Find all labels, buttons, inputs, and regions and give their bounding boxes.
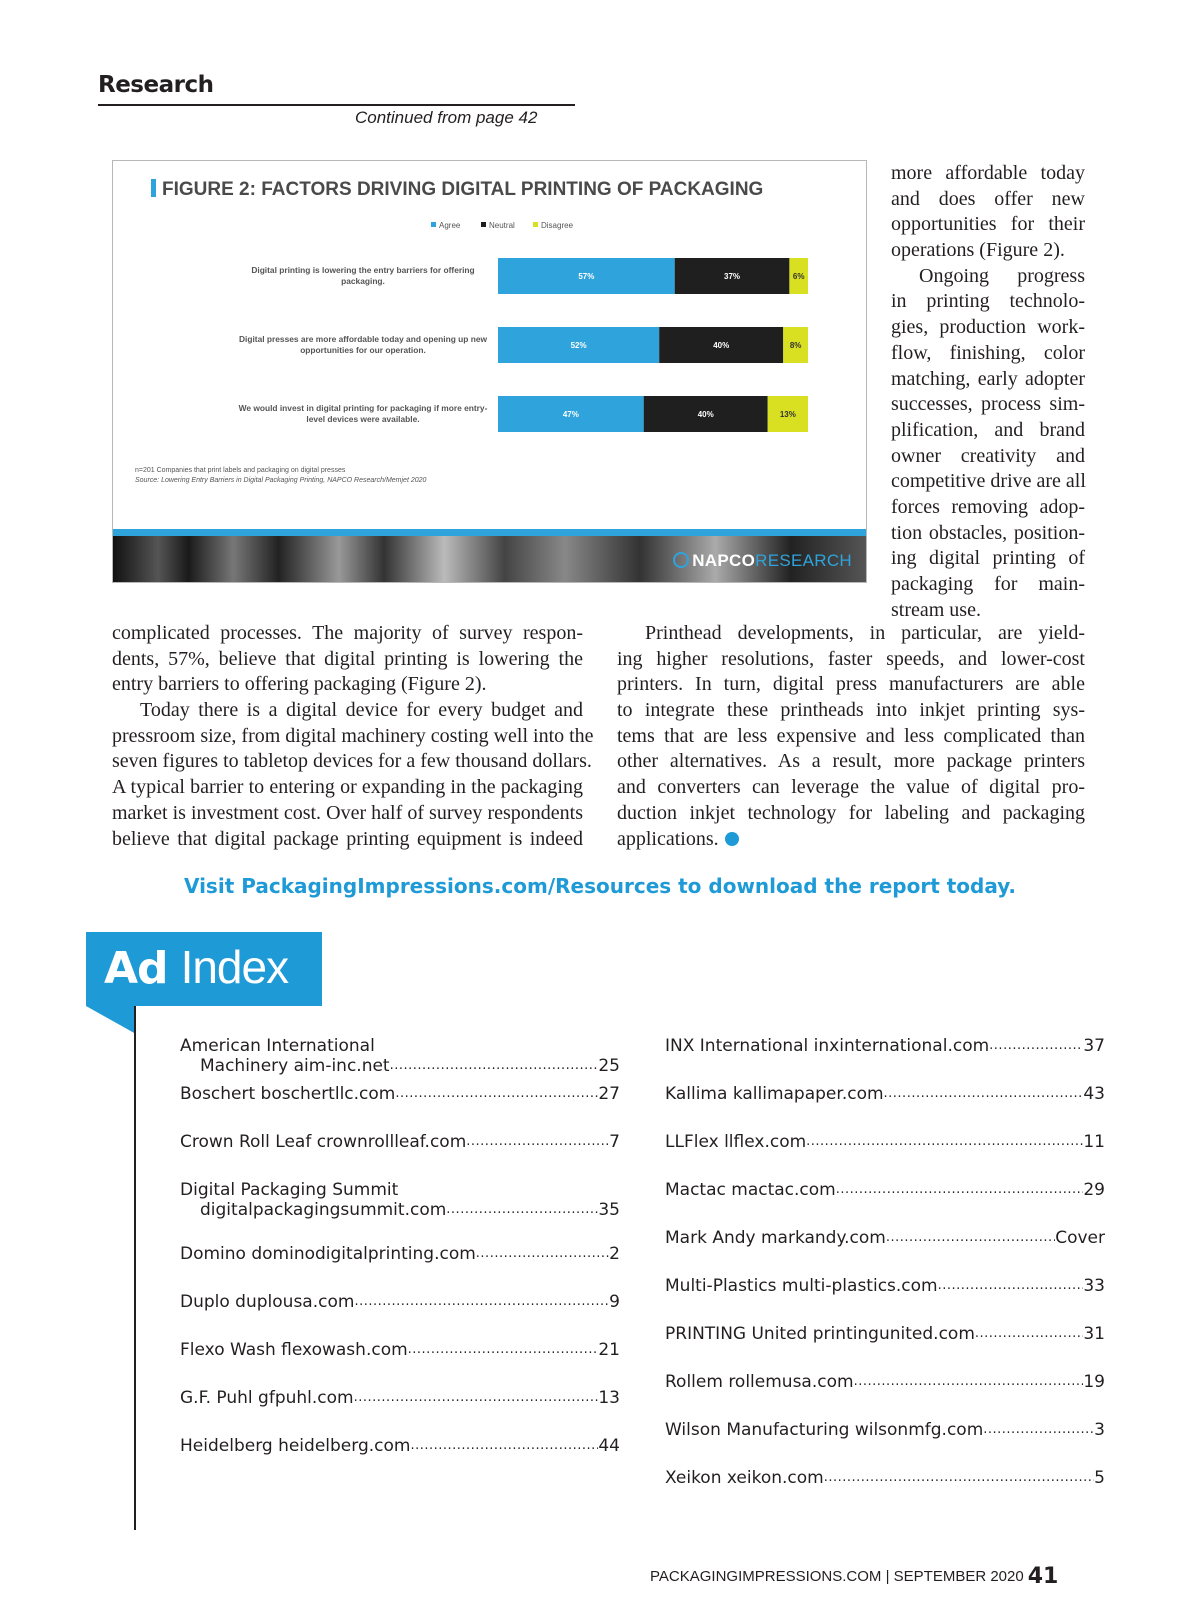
text-line: other alternatives. As a result, more package printers [617,750,1085,773]
napco-research-logo [673,551,852,571]
text-line: operations (Figure 2). [891,239,1065,262]
data-label: 13% [779,410,796,419]
advertiser-name: Digital Packaging Summit [180,1180,399,1200]
legend-label-neutral: Neutral [489,221,515,230]
leader-dots [446,1200,598,1220]
advertiser-name: Wilson Manufacturing wilsonmfg.com [665,1420,984,1440]
advertiser-name: Domino dominodigitalprinting.com [180,1244,476,1264]
text-line: complicated processes. The majority of survey respon- [112,622,583,644]
ad-index-entry [665,1468,1105,1488]
ad-index-entry [665,1372,1105,1392]
ad-index-left-list [180,1036,620,1506]
ad-index-entry [180,1388,620,1408]
leader-dots [938,1276,1084,1296]
ad-index-entry [665,1180,1105,1200]
advertiser-name: Kallima kallimapaper.com [665,1084,884,1104]
text-line: A typical barrier to entering or expanding in the packaging [112,776,583,799]
figure-note-source: Source: Lowering Entry Barriers in Digital Packaging Printing, NAPCO Research/Memjet 2020 [135,477,427,484]
ad-page: Cover [1055,1228,1105,1248]
text-line: tems that are less expensive and less complicated than [617,724,1085,747]
end-mark-icon [725,832,739,846]
advertiser-name: PRINTING United printingunited.com [665,1324,975,1344]
text-line: gies, production work- [891,316,1085,339]
advertiser-name: Multi-Plastics multi-plastics.com [665,1276,938,1296]
ad-page: 44 [598,1436,620,1456]
text-line: ing higher resolutions, faster speeds, and lower-cost [617,647,1085,670]
category-label: We would invest in digital printing for packaging if more entry- [238,403,488,413]
advertiser-name: Mark Andy markandy.com [665,1228,886,1248]
text-line: tion obstacles, position- [891,521,1085,544]
text-line: applications. [617,827,1085,853]
leader-dots [806,1132,1083,1152]
data-label: 37% [724,272,741,281]
text-line: in printing technolo- [891,290,1085,313]
leader-dots [989,1036,1083,1056]
text-line: opportunities for their [891,213,1085,236]
ad-index-entry [665,1420,1105,1440]
napco-logo-main: NAPCO [692,551,756,570]
text-line: matching, early adopter [891,367,1085,390]
category-label: Digital presses are more affordable today and opening up new [238,334,488,344]
ad-index-entry [180,1340,620,1360]
legend-swatch-disagree [533,222,538,227]
category-label: Digital printing is lowering the entry barriers for offering [251,265,475,275]
ad-index-rule [134,1006,136,1530]
ad-page: 2 [609,1244,620,1264]
text-line: successes, process sim- [891,393,1085,416]
ad-index-entry [180,1084,620,1104]
ad-page: 43 [1083,1084,1105,1104]
text-line: printers. In turn, digital press manufacturers are able [617,673,1085,696]
leader-dots [824,1468,1094,1488]
legend-label-disagree: Disagree [541,221,574,230]
data-label: 6% [792,272,805,281]
ad-index-entry [180,1036,620,1076]
figure-title-text: FIGURE 2: FACTORS DRIVING DIGITAL PRINTING OF PACKAGING [162,179,764,200]
legend-swatch-agree [431,222,436,227]
napco-ring-icon [673,552,689,568]
advertiser-url: digitalpackagingsummit.com [200,1200,447,1220]
advertiser-url: Machinery aim-inc.net [200,1056,390,1076]
text-line: market is investment cost. Over half of survey respondents [112,801,583,824]
text-line: Today there is a digital device for every budget and [140,699,583,722]
text-line: competitive drive are all [891,470,1086,493]
body-left-column [112,621,594,852]
leader-dots [354,1292,609,1312]
ad-index-entry [665,1276,1105,1296]
text-line: forces removing adop- [891,495,1085,518]
continued-note: Continued from page 42 [355,108,538,127]
ad-index-notch [86,1006,136,1034]
body-right-top [891,161,1085,623]
ad-page: 25 [598,1056,620,1076]
text-line: owner creativity and [891,444,1085,467]
ad-page: 31 [1083,1324,1105,1344]
text-line: and converters can leverage the value of digital pro- [617,776,1085,799]
section-label: Research [98,72,214,98]
page-number: 41 [1027,1564,1059,1589]
text-line: plification, and brand [891,418,1085,441]
advertiser-name: Crown Roll Leaf crownrollleaf.com [180,1132,467,1152]
ad-index-entry [665,1324,1105,1344]
advertiser-name: Rollem rollemusa.com [665,1372,854,1392]
ad-index-title [104,940,288,994]
leader-dots [390,1056,599,1076]
ad-index-entry [180,1244,620,1264]
advertiser-name: LLFlex llflex.com [665,1132,807,1152]
header-rule [98,104,575,106]
text-line: believe that digital package printing equipment is indeed [112,827,583,850]
text-line: flow, finishing, color [891,341,1085,364]
advertiser-name: Xeikon xeikon.com [665,1468,824,1488]
leader-dots [854,1372,1084,1392]
ad-page: 29 [1083,1180,1105,1200]
ad-index-entry [180,1436,620,1456]
text-line: dents, 57%, believe that digital printing is lowering the [112,647,583,670]
advertiser-name: Flexo Wash flexowash.com [180,1340,408,1360]
leader-dots [836,1180,1084,1200]
ad-index-title-bold: Ad [104,943,168,994]
category-label: packaging. [341,276,385,286]
ad-page: 35 [598,1200,620,1220]
leader-dots [466,1132,609,1152]
text-line: seven figures to tabletop devices for a few thousand dollars. [112,750,592,773]
legend-swatch-neutral [481,222,486,227]
advertiser-name: Duplo duplousa.com [180,1292,355,1312]
ad-index-entry [665,1036,1105,1056]
ad-page: 5 [1094,1468,1105,1488]
figure-chart [113,161,866,531]
ad-page: 33 [1083,1276,1105,1296]
figure-2 [112,160,867,583]
ad-page: 21 [598,1340,620,1360]
category-label: level devices were available. [306,414,420,424]
text-line: Ongoing progress [919,264,1085,287]
leader-dots [408,1340,599,1360]
legend-label-agree: Agree [439,221,461,230]
advertiser-name: Boschert boschertllc.com [180,1084,396,1104]
data-label: 40% [697,410,714,419]
category-label: opportunities for our operation. [300,345,426,355]
text-line: ing digital printing of [891,547,1085,570]
text-line: duction inkjet technology for labeling and packaging [617,801,1085,824]
ad-index-entry [180,1292,620,1312]
ad-index-entry [665,1228,1105,1248]
leader-dots [975,1324,1083,1344]
ad-page: 37 [1083,1036,1105,1056]
advertiser-name: Heidelberg heidelberg.com [180,1436,411,1456]
ad-index-entry [180,1132,620,1152]
data-label: 40% [713,341,730,350]
figure-note-sample: n=201 Companies that print labels and packaging on digital presses [135,467,346,474]
advertiser-name: G.F. Puhl gfpuhl.com [180,1388,354,1408]
advertiser-name: American International [180,1036,375,1056]
leader-dots [884,1084,1084,1104]
leader-dots [886,1228,1055,1248]
text-line: pressroom size, from digital machinery costing well into the [112,724,594,747]
text-line: packaging for main- [891,573,1085,595]
leader-dots [983,1420,1094,1440]
leader-dots [395,1084,598,1104]
ad-page: 13 [598,1388,620,1408]
data-label: 57% [578,272,595,281]
data-label: 47% [562,410,579,419]
ad-page: 19 [1083,1372,1105,1392]
leader-dots [354,1388,599,1408]
text-line: more affordable today [891,162,1085,184]
ad-index-entry [180,1180,620,1220]
ad-index-entry [665,1084,1105,1104]
leader-dots [410,1436,598,1456]
data-label: 52% [570,341,587,350]
text-line: to integrate these printheads into inkjet printing sys- [617,699,1085,722]
ad-page: 7 [609,1132,620,1152]
page-footer [650,1564,1058,1589]
napco-logo-accent: RESEARCH [755,551,852,570]
text-line: and does offer new [891,187,1085,210]
text-line: entry barriers to offering packaging (Figure 2). [112,673,487,696]
report-cta: Visit PackagingImpressions.com/Resources to download the report today. [183,874,1017,898]
ad-page: 9 [609,1292,620,1312]
leader-dots [476,1244,609,1264]
ad-page: 27 [598,1084,620,1104]
advertiser-name: Mactac mactac.com [665,1180,836,1200]
advertiser-name: INX International inxinternational.com [665,1036,990,1056]
ad-page: 3 [1094,1420,1105,1440]
ad-index-title-light: Index [180,941,289,993]
ad-index-entry [665,1132,1105,1152]
ad-page: 11 [1083,1132,1105,1152]
text-line: Printhead developments, in particular, are yield- [645,622,1085,644]
text-line: stream use. [891,598,981,621]
data-label: 8% [789,341,802,350]
footer-text: PACKAGINGIMPRESSIONS.COM | SEPTEMBER 2020 [650,1568,1024,1585]
body-right-column [617,621,1085,852]
ad-index-right-list [665,1036,1105,1506]
